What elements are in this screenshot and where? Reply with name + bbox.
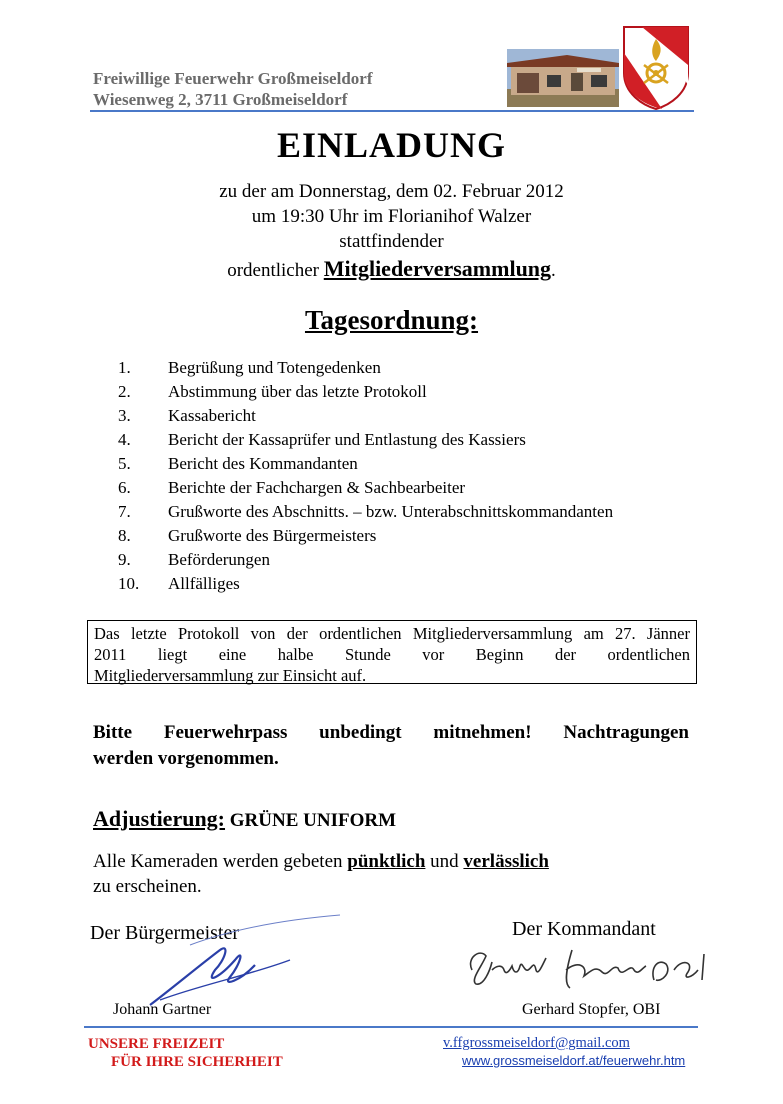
slogan-line-1: UNSERE FREIZEIT [88,1036,225,1052]
intro-emphasis: Mitgliederversammlung [323,256,552,281]
punctual-part-1: Alle Kameraden werden gebeten [93,851,348,872]
agenda-item-number: 8. [118,526,131,545]
punctual-line-1 [93,851,549,873]
header-rule [90,110,694,112]
uniform-line [93,806,396,832]
fire-brigade-crest [622,25,690,110]
pass-note-line-1: Bitte Feuerwehrpass unbedingt mitnehmen! Nachtragungen [93,722,689,743]
punctual-emph-1: pünktlich [347,851,426,872]
agenda-item-number: 6. [118,478,131,497]
punctual-part-2: und [425,851,464,872]
agenda-item [118,502,613,526]
intro-line-3: stattfindender [339,231,444,252]
org-address: Wiesenweg 2, 3711 Großmeiseldorf [93,90,348,109]
intro-line-4-suffix: . [551,260,556,281]
agenda-item [118,430,613,454]
commander-name: Gerhard Stopfer, OBI [522,1001,661,1018]
intro-line-4 [0,256,783,282]
agenda-item-text: Berichte der Fachchargen & Sachbearbeiter [168,478,466,497]
notice-line-3: Mitgliederversammlung zur Einsicht auf. [94,666,367,685]
agenda-item-number: 9. [118,550,131,569]
punctual-emph-2: verlässlich [463,851,549,872]
uniform-label: Adjustierung: [93,806,226,831]
agenda-item [118,406,613,430]
agenda-item [118,454,613,478]
org-name: Freiwillige Feuerwehr Großmeiseldorf [93,69,373,88]
agenda-item [118,526,613,550]
agenda-item-number: 4. [118,430,131,449]
pass-note-line-2: werden vorgenommen. [93,748,279,769]
agenda-list [118,358,613,598]
agenda-item-number: 1. [118,358,131,377]
footer-rule [84,1026,698,1028]
agenda-heading-wrap [0,305,783,336]
agenda-item-text: Grußworte des Bürgermeisters [168,526,377,545]
agenda-item-text: Allfälliges [168,574,240,593]
agenda-item-text: Bericht der Kassaprüfer und Entlastung des Kassiers [168,430,526,449]
agenda-item [118,382,613,406]
mayor-name: Johann Gartner [113,1001,212,1018]
protocol-notice-box [87,620,697,684]
commander-title: Der Kommandant [512,918,656,940]
slogan-line-2: FÜR IHRE SICHERHEIT [111,1054,283,1070]
intro-line-4-prefix: ordentlicher [227,260,324,281]
agenda-item-number: 2. [118,382,131,401]
intro-line-2: um 19:30 Uhr im Florianihof Walzer [251,206,532,227]
commander-signature [462,940,712,995]
agenda-item-text: Begrüßung und Totengedenken [168,358,381,377]
fire-station-photo [507,49,619,107]
notice-line-1: Das letzte Protokoll von der ordentlichen Mitgliederversammlung am 27. Jänner [94,624,690,643]
agenda-item-number: 7. [118,502,131,521]
agenda-item-number: 10. [118,574,140,593]
agenda-item [118,358,613,382]
notice-line-2: 2011 liegt eine halbe Stunde vor Beginn der ordentlichen [94,645,690,664]
email-link[interactable]: v.ffgrossmeiseldorf@gmail.com [443,1035,630,1051]
mayor-title: Der Bürgermeister [90,922,240,944]
agenda-item [118,574,613,598]
agenda-item [118,478,613,502]
agenda-item-number: 3. [118,406,131,425]
punctual-line-2: zu erscheinen. [93,876,202,897]
agenda-item-text: Bericht des Kommandanten [168,454,358,473]
page-title: EINLADUNG [276,125,507,165]
agenda-item-text: Beförderungen [168,550,270,569]
agenda-item-text: Grußworte des Abschnitts. – bzw. Unterabschnittskommandanten [168,502,614,521]
mayor-signature [130,905,350,1015]
agenda-item-number: 5. [118,454,131,473]
agenda-item-text: Kassabericht [168,406,256,425]
agenda-heading: Tagesordnung: [304,305,479,335]
agenda-item [118,550,613,574]
uniform-value: GRÜNE UNIFORM [225,810,397,831]
intro-line-1: zu der am Donnerstag, dem 02. Februar 2012 [219,181,564,202]
agenda-item-text: Abstimmung über das letzte Protokoll [168,382,427,401]
website-link[interactable]: www.grossmeiseldorf.at/feuerwehr.htm [462,1053,686,1068]
